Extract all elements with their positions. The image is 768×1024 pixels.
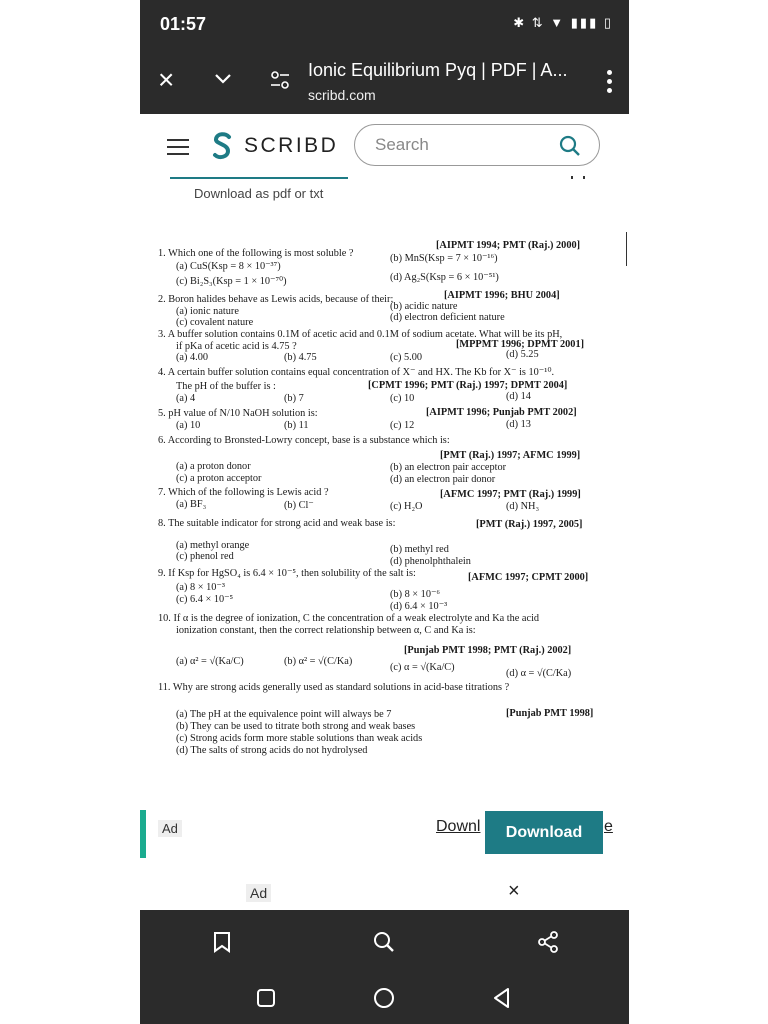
option: (c) 5.00: [390, 352, 423, 363]
question-line: ionization constant, then the correct relationship between α, C and Ka is:: [176, 625, 476, 636]
option: (a) α² = √(Ka/C): [176, 656, 244, 667]
option: (a) methyl orange: [176, 540, 250, 551]
close-icon[interactable]: ×: [158, 64, 175, 95]
question-line: if pKa of acetic acid is 4.75 ?: [176, 341, 297, 352]
page-url: scribd.com: [308, 87, 376, 103]
bottom-navigation: [140, 910, 629, 1024]
question-line: 2. Boron halides behave as Lewis acids, because of their:: [158, 294, 394, 305]
search-box[interactable]: [354, 124, 600, 166]
tab-underline: [170, 177, 348, 179]
option: (c) a proton acceptor: [176, 473, 262, 484]
status-time: 01:57: [160, 14, 207, 34]
question-source: [AFMC 1997; CPMT 2000]: [468, 572, 589, 583]
option: (d) an electron pair donor: [390, 474, 496, 485]
option: (b) 8 × 10⁻⁶: [390, 589, 441, 600]
download-link-tail[interactable]: e: [604, 818, 613, 835]
ad-accent-bar: [140, 810, 146, 858]
option: (c) covalent nature: [176, 317, 254, 328]
option: (c) 12: [390, 420, 415, 431]
download-button[interactable]: Download: [485, 811, 603, 854]
option: (c) phenol red: [176, 551, 234, 562]
question-line: 8. The suitable indicator for strong acid and weak base is:: [158, 518, 396, 529]
option: (c) 10: [390, 393, 415, 404]
option: (b) They can be used to titrate both strong and weak bases: [176, 721, 416, 732]
question-source: [Punjab PMT 1998; PMT (Raj.) 2002]: [404, 645, 572, 656]
question-source: [AFMC 1997; PMT (Raj.) 1999]: [440, 489, 581, 500]
menu-icon[interactable]: [167, 139, 189, 160]
option: (d) Ag₂S(Ksp = 6 × 10⁻⁵¹): [390, 272, 499, 283]
question-source: [Punjab PMT 1998]: [506, 708, 594, 719]
option: (b) Cl⁻: [284, 500, 314, 511]
document-page: [154, 228, 629, 788]
search-icon[interactable]: [559, 135, 581, 157]
scribd-logo-icon[interactable]: [210, 131, 234, 161]
option: (c) α = √(Ka/C): [390, 662, 455, 673]
ad-close-button[interactable]: ×: [508, 880, 520, 902]
search-icon[interactable]: [372, 930, 396, 954]
scribd-header: [140, 114, 629, 184]
option: (a) a proton donor: [176, 461, 251, 472]
question-source: [CPMT 1996; PMT (Raj.) 1997; DPMT 2004]: [368, 380, 568, 391]
question-line: 4. A certain buffer solution contains equal concentration of X⁻ and HX. The Kb for X⁻ is 10⁻¹⁰.: [158, 367, 555, 378]
bookmark-icon[interactable]: [210, 930, 234, 954]
option: (d) α = √(C/Ka): [506, 668, 572, 679]
option: (a) CuS(Ksp = 8 × 10⁻³⁷): [176, 261, 281, 272]
recents-icon[interactable]: [254, 986, 278, 1010]
option: (b) 11: [284, 420, 309, 431]
share-icon[interactable]: [536, 930, 560, 954]
question-line: 3. A buffer solution contains 0.1M of acetic acid and 0.1M of sodium acetate. What will be its pH,: [158, 329, 563, 340]
page-title: Ionic Equilibrium Pyq | PDF | A...: [308, 60, 568, 80]
option: (d) electron deficient nature: [390, 312, 505, 323]
question-line: The pH of the buffer is :: [176, 381, 276, 392]
option: (c) Bi₂S₃(Ksp = 1 × 10⁻⁷⁰): [176, 276, 287, 287]
question-source: [PMT (Raj.) 1997; AFMC 1999]: [440, 450, 581, 461]
option: (c) Strong acids form more stable solutions than weak acids: [176, 733, 423, 744]
option: (d) The salts of strong acids do not hydrolysed: [176, 745, 368, 756]
more-options-icon[interactable]: [607, 70, 613, 97]
option: (a) 8 × 10⁻³: [176, 582, 225, 593]
option: (d) 13: [506, 419, 531, 430]
question-source: [MPPMT 1996; DPMT 2001]: [456, 339, 585, 350]
question-source: [PMT (Raj.) 1997, 2005]: [476, 519, 583, 530]
question-line: 1. Which one of the following is most soluble ?: [158, 248, 354, 259]
page-info-icon[interactable]: [270, 70, 290, 90]
option: (b) an electron pair acceptor: [390, 462, 507, 473]
option: (d) phenolphthalein: [390, 556, 471, 567]
browser-header: [140, 0, 629, 114]
option: (b) methyl red: [390, 544, 449, 555]
option: (d) 14: [506, 391, 531, 402]
option: (c) 6.4 × 10⁻⁵: [176, 594, 234, 605]
option: (b) 7: [284, 393, 304, 404]
question-line: 11. Why are strong acids generally used as standard solutions in acid-base titrations ?: [158, 682, 510, 693]
status-icons: ✱ ⇅ ▼ ▮▮▮ ▯: [513, 15, 613, 30]
option: (a) ionic nature: [176, 306, 239, 317]
download-link[interactable]: Downl: [436, 818, 481, 835]
chevron-down-icon[interactable]: [214, 70, 232, 88]
option: (a) The pH at the equivalence point will always be 7: [176, 709, 392, 720]
option: (a) 10: [176, 420, 201, 431]
option: (d) 5.25: [506, 349, 539, 360]
page-edge-line: [626, 232, 627, 266]
question-line: 9. If Ksp for HgSO₄ is 6.4 × 10⁻⁵, then solubility of the salt is:: [158, 568, 416, 579]
option: (a) 4: [176, 393, 196, 404]
question-line: 7. Which of the following is Lewis acid ?: [158, 487, 329, 498]
question-line: 10. If α is the degree of ionization, C the concentration of a weak electrolyte and Ka the acid: [158, 613, 540, 624]
option: (b) α² = √(C/Ka): [284, 656, 353, 667]
search-input[interactable]: [373, 134, 547, 156]
phone-screen: [140, 0, 629, 1024]
ad-label: Ad: [158, 820, 182, 837]
question-source: [AIPMT 1996; Punjab PMT 2002]: [426, 407, 577, 418]
option: (b) 4.75: [284, 352, 317, 363]
option: (a) 4.00: [176, 352, 209, 363]
option: (d) NH₃: [506, 501, 540, 512]
ad-label-bottom: Ad: [246, 884, 271, 902]
option: (a) BF₃: [176, 499, 207, 510]
option: (c) H₂O: [390, 501, 423, 512]
back-icon[interactable]: [490, 986, 514, 1010]
option: (d) 6.4 × 10⁻³: [390, 601, 448, 612]
ad-banner: [140, 810, 629, 860]
scroll-marker: [571, 176, 585, 179]
question-line: 6. According to Bronsted-Lowry concept, base is a substance which is:: [158, 435, 450, 446]
home-icon[interactable]: [372, 986, 396, 1010]
option: (b) MnS(Ksp = 7 × 10⁻¹⁶): [390, 253, 498, 264]
question-line: 5. pH value of N/10 NaOH solution is:: [158, 408, 318, 419]
question-source: [AIPMT 1994; PMT (Raj.) 2000]: [436, 240, 581, 251]
option: (b) acidic nature: [390, 301, 458, 312]
brand-name[interactable]: SCRIBD: [244, 134, 339, 157]
download-pdf-text[interactable]: Download as pdf or txt: [194, 186, 324, 201]
question-source: [AIPMT 1996; BHU 2004]: [444, 290, 560, 301]
